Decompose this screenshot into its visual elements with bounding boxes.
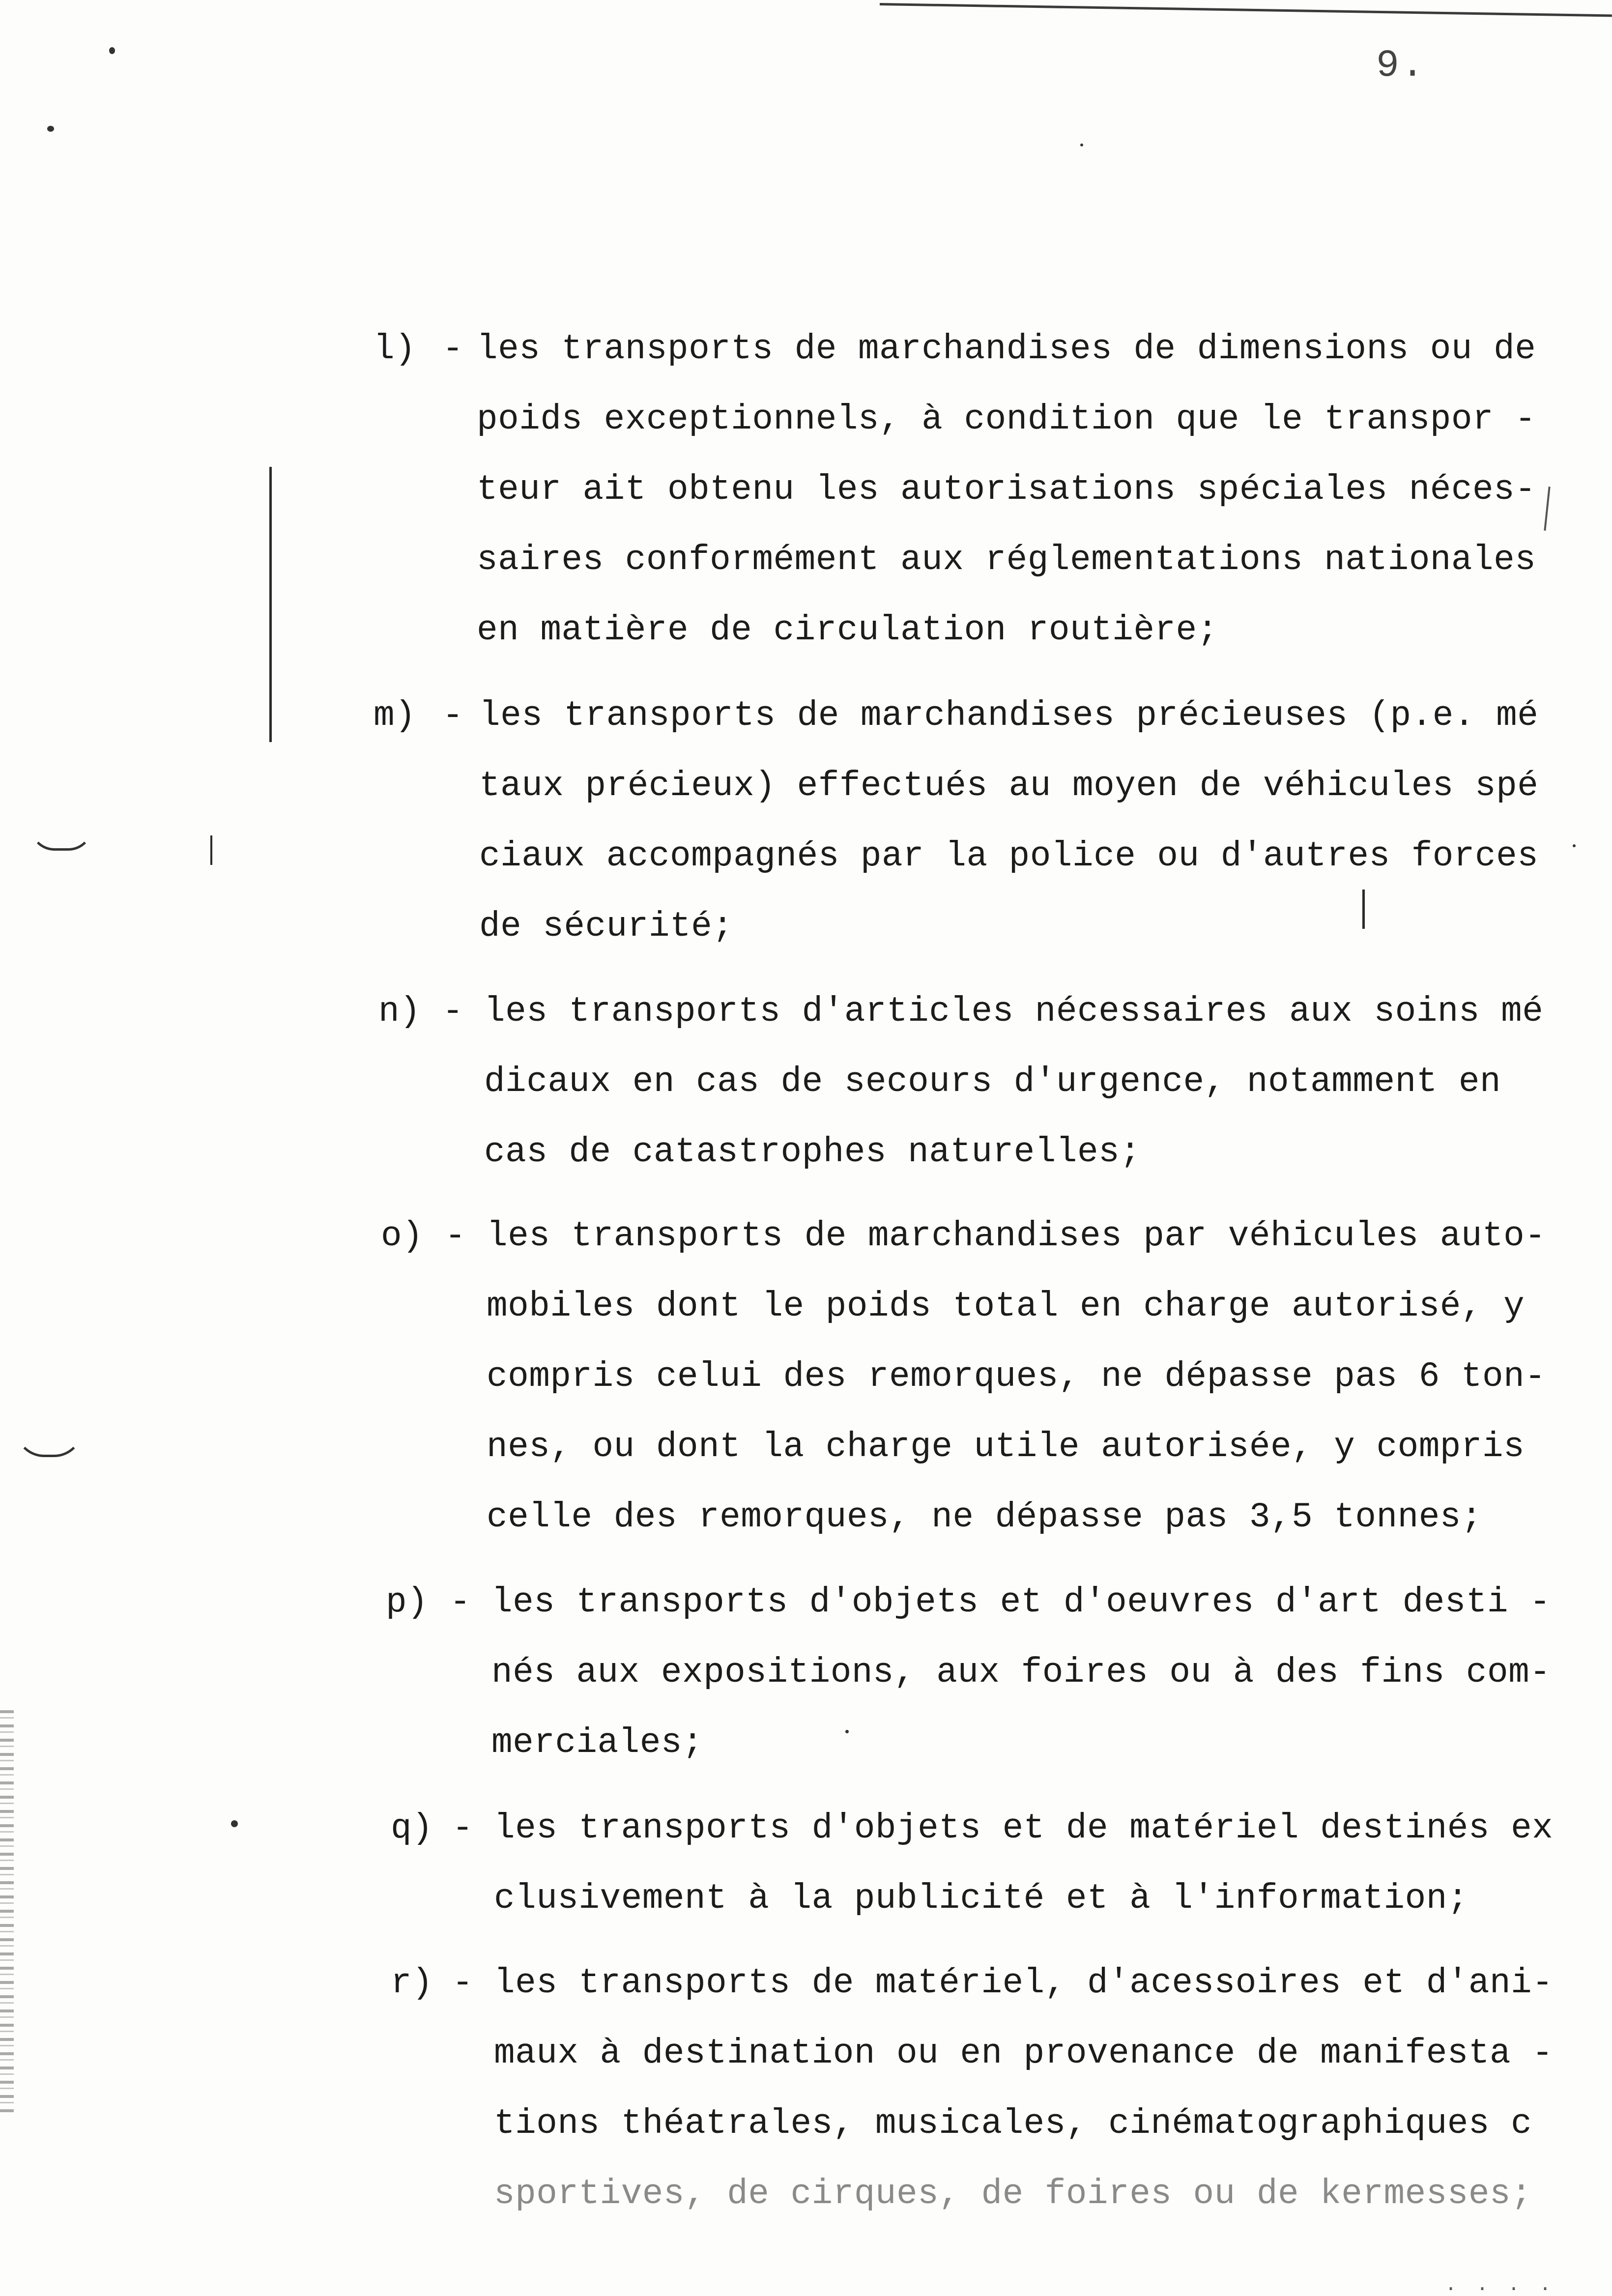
item-letter: q) [391, 1809, 433, 1848]
punch-hole-mark [29, 826, 93, 851]
item-dash: - [442, 696, 464, 736]
punch-hole-mark [15, 1425, 84, 1457]
item-line: dicaux en cas de secours d'urgence, notamment en [484, 1062, 1501, 1102]
item-letter: l) [374, 330, 416, 369]
scan-speck [845, 1730, 849, 1733]
margin-tick [1544, 487, 1550, 531]
item-line: poids exceptionnels, à condition que le transpor - [477, 400, 1536, 439]
item-line: sportives, de cirques, de foires ou de kermesses; [494, 2175, 1532, 2214]
item-line: saires conformément aux réglementations nationales [477, 541, 1536, 580]
item-line: les transports de matériel, d'acessoires et d'ani- [494, 1964, 1554, 2003]
item-line: les transports d'objets et d'oeuvres d'art desti - [491, 1583, 1551, 1622]
scan-speck [231, 1820, 238, 1827]
item-line: cas de catastrophes naturelles; [484, 1133, 1141, 1172]
item-line: clusivement à la publicité et à l'information; [494, 1879, 1468, 1919]
item-dash: - [452, 1809, 474, 1848]
item-line: les transports de marchandises précieuses (p.e. mé [479, 696, 1539, 736]
item-dash: - [452, 1964, 474, 2003]
margin-tick [210, 835, 212, 865]
item-letter: o) [381, 1217, 424, 1256]
item-letter: m) [374, 696, 416, 736]
item-dash: - [442, 330, 464, 369]
item-line: teur ait obtenu les autorisations spéciales néces- [477, 470, 1536, 510]
item-dash: - [450, 1583, 471, 1622]
item-line: les transports d'articles nécessaires aux soins mé [484, 992, 1544, 1032]
item-line: les transports de marchandises par véhicules auto- [487, 1217, 1546, 1256]
item-line: compris celui des remorques, ne dépasse pas 6 ton- [487, 1357, 1546, 1397]
item-line: nes, ou dont la charge utile autorisée, y compris [487, 1428, 1525, 1467]
item-line: les transports de marchandises de dimensions ou de [477, 330, 1536, 369]
item-line: de sécurité; [479, 907, 734, 947]
item-line: celle des remorques, ne dépasse pas 3,5 tonnes; [487, 1498, 1483, 1537]
top-rule [880, 3, 1612, 17]
item-line: merciales; [491, 1723, 704, 1763]
item-dash: - [445, 1217, 466, 1256]
scan-edge-noise [0, 1710, 14, 2113]
item-line: nés aux expositions, aux foires ou à des fins com- [491, 1653, 1551, 1693]
item-letter: p) [386, 1583, 429, 1622]
item-dash: - [442, 992, 464, 1032]
item-letter: r) [391, 1964, 433, 2003]
item-line: taux précieux) effectués au moyen de véhicules spé [479, 767, 1539, 806]
item-line: les transports d'objets et de matériel destinés ex [494, 1809, 1554, 1848]
page-number: 9. [1376, 44, 1426, 87]
margin-rule [269, 467, 272, 742]
item-line: ciaux accompagnés par la police ou d'autres forces [479, 837, 1539, 876]
scan-speck [109, 47, 115, 54]
scan-speck [1573, 844, 1576, 847]
item-line: maux à destination ou en provenance de manifesta - [494, 2034, 1554, 2073]
item-line: mobiles dont le poids total en charge autorisé, y [487, 1287, 1525, 1326]
item-letter: n) [378, 992, 421, 1032]
margin-tick [1362, 890, 1365, 929]
item-line: tions théatrales, musicales, cinématographiques c [494, 2104, 1532, 2144]
item-line: en matière de circulation routière; [477, 611, 1218, 650]
scan-speck [47, 126, 54, 132]
scan-speck [1080, 144, 1083, 146]
scan-dots: · · · · [1445, 2278, 1555, 2296]
